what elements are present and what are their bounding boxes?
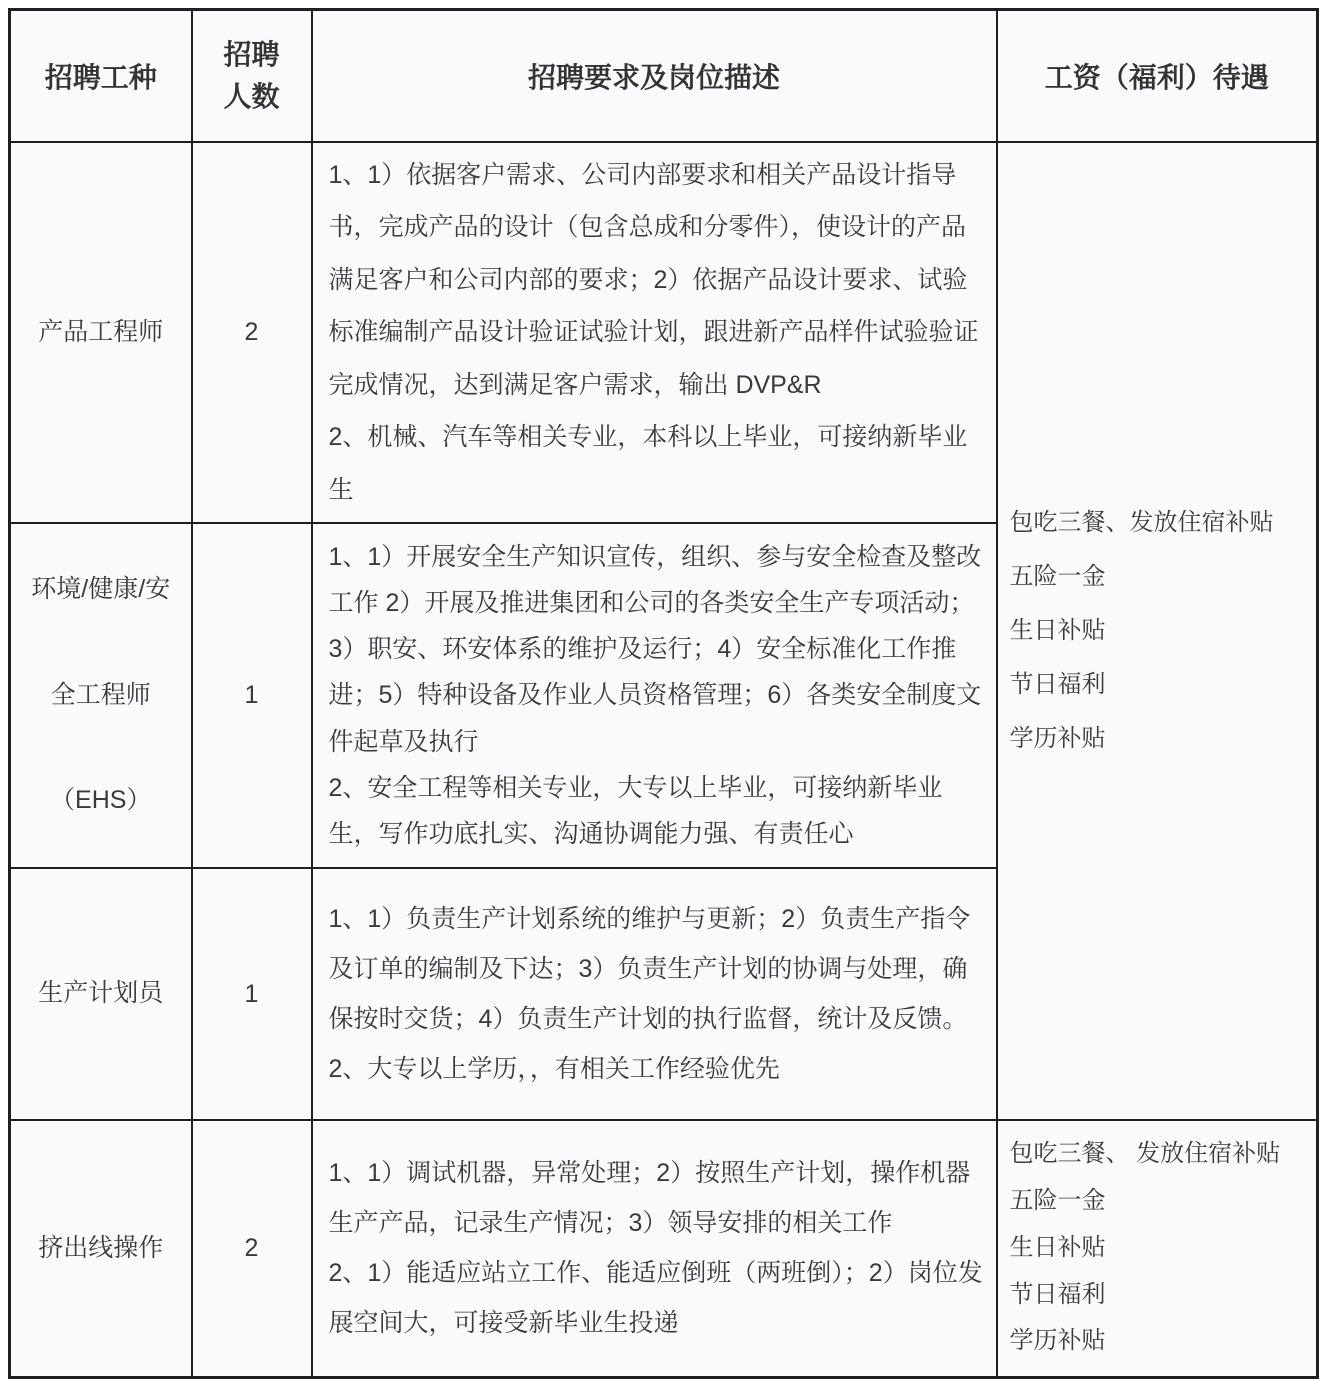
- benefit-line: 五险一金: [1009, 562, 1106, 590]
- description-cell: [312, 868, 997, 1120]
- description-paragraph: 2、大专以上学历，，有相关工作经验优先: [328, 1055, 780, 1083]
- recruitment-table: [8, 8, 1319, 1379]
- benefit-line: 五险一金: [1009, 1187, 1106, 1215]
- description-paragraph: 1、1）开展安全生产知识宣传，组织、参与安全检查及整改工作 2）开展及推进集团和公司的各类安全生产专项活动；3）职安、环安体系的维护及运行；4）安全标准化工作推进；5）特种设备及作业人员资格管理；6）各类安全制度文件起草及执行: [328, 542, 982, 756]
- job-title-line: 生产计划员: [38, 979, 164, 1008]
- headcount-cell: 2: [192, 142, 312, 524]
- description-paragraph: 2、安全工程等相关专业，大专以上毕业，可接纳新毕业生，写作功底扎实、沟通协调能力强、有责任心: [328, 773, 943, 849]
- description-paragraph: 2、1）能适应站立工作、能适应倒班（两班倒）；2）岗位发展空间大，可接受新毕业生投递: [328, 1259, 983, 1338]
- job-title: [19, 576, 183, 815]
- col-header-headcount: [192, 10, 312, 142]
- col-header-job-type: 招聘工种: [10, 10, 192, 142]
- description-paragraph: 1、1）依据客户需求、公司内部要求和相关产品设计指导书，完成产品的设计（包含总成和分零件），使设计的产品满足客户和公司内部的要求；2）依据产品设计要求、试验标准编制产品设计验证试验计划，跟进新产品样件试验验证完成情况，达到满足客户需求，输出 DVP&R: [328, 160, 979, 399]
- benefits-cell-row4: [997, 1120, 1318, 1377]
- description-cell: [312, 523, 997, 868]
- benefit-line: 节日福利: [1009, 670, 1106, 698]
- description-paragraph: 2、机械、汽车等相关专业，本科以上毕业，可接纳新毕业生: [328, 423, 968, 504]
- benefit-line: 包吃三餐、 发放住宿补贴: [1009, 1140, 1281, 1168]
- benefits-cell-shared: [997, 142, 1318, 1121]
- table-row-product-engineer: [10, 142, 1318, 524]
- col-header-salary-benefits: 工资（福利）待遇: [997, 10, 1318, 142]
- description-paragraph: 1、1）负责生产计划系统的维护与更新；2）负责生产指令及订单的编制及下达；3）负责生产计划的协调与处理，确保按时交货；4）负责生产计划的执行监督，统计及反馈。: [328, 905, 971, 1033]
- col-header-headcount-label: 招聘人数: [223, 38, 280, 112]
- job-title: [19, 319, 183, 347]
- job-title-cell: [10, 868, 192, 1120]
- benefit-line: 生日补贴: [1009, 1233, 1106, 1261]
- job-title-cell: [10, 523, 192, 868]
- job-title-line: 挤出线操作: [38, 1233, 164, 1262]
- headcount-cell: 1: [192, 523, 312, 868]
- job-title: [19, 980, 183, 1008]
- job-title-line: （EHS）: [50, 786, 152, 815]
- job-title: [19, 1235, 183, 1263]
- description-cell: [312, 142, 997, 524]
- benefit-line: 包吃三餐、发放住宿补贴: [1009, 508, 1274, 536]
- headcount-cell: 2: [192, 1120, 312, 1377]
- benefit-line: 节日福利: [1009, 1280, 1106, 1308]
- headcount-cell: 1: [192, 868, 312, 1120]
- benefit-line: 生日补贴: [1009, 616, 1106, 644]
- table-row-extrusion-line-operator: [10, 1120, 1318, 1377]
- description-cell: [312, 1120, 997, 1377]
- job-title-line: 环境/健康/安: [31, 575, 171, 604]
- job-title-line: 产品工程师: [38, 317, 164, 346]
- description-paragraph: 1、1）调试机器，异常处理；2）按照生产计划，操作机器生产产品，记录生产情况；3）领导安排的相关工作: [328, 1159, 971, 1238]
- benefit-line: 学历补贴: [1009, 724, 1106, 752]
- col-header-requirements: 招聘要求及岗位描述: [312, 10, 997, 142]
- table-header-row: [10, 10, 1318, 142]
- benefit-line: 学历补贴: [1009, 1327, 1106, 1355]
- job-title-line: 全工程师: [50, 680, 151, 709]
- job-title-cell: [10, 1120, 192, 1377]
- job-title-cell: [10, 142, 192, 524]
